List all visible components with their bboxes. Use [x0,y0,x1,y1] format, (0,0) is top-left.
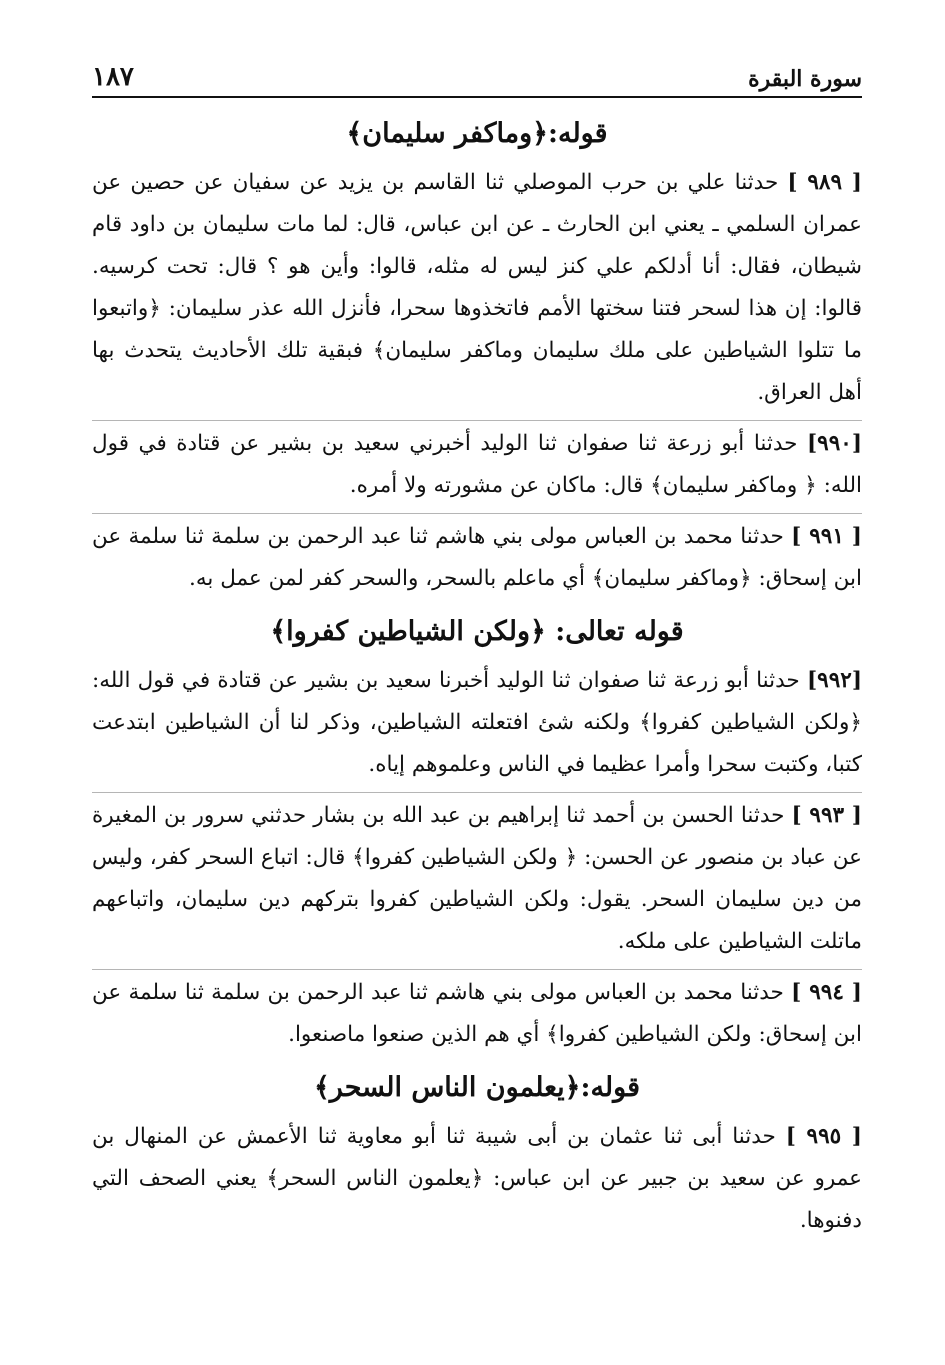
hadith-paragraph [92,514,862,606]
hadith-number: [ ٩٩٥ ] [785,1124,862,1149]
hadith-text: حدثنا أبو زرعة ثنا صفوان ثنا الوليد أخبرنا سعيد بن بشير عن قتادة في قول الله: ﴿ولكن الشياطين كفروا﴾ ولكنه شئ افتعلته الشياطين، وذكر لنا أن الشياطين ابتدعت كتبا، وكتبت سحرا وأمرا عظيما في الناس وعلموهم إياه. [92,668,862,777]
hadith-text: حدثنا محمد بن العباس مولى بني هاشم ثنا عبد الرحمن بن سلمة ثنا سلمة عن ابن إسحاق: ﴿وماكفر سليمان﴾ أي ماعلم بالسحر، والسحر كفر لمن عمل به. [92,524,862,591]
page-number: ١٨٧ [92,62,134,92]
hadith-text: حدثنا أبو زرعة ثنا صفوان ثنا الوليد أخبرني سعيد بن بشير عن قتادة في قول الله: ﴿ وماكفر سليمان﴾ قال: ماكان عن مشورته ولا أمره. [92,431,862,498]
section-heading: قوله تعالى: ﴿ولكن الشياطين كفروا﴾ [270,616,684,647]
hadith-paragraph [92,421,862,514]
hadith-paragraph [92,1114,862,1248]
running-header [92,52,862,98]
hadith-number: [ ٩٩١ ] [791,524,862,549]
page-content [92,108,862,1248]
hadith-text: حدثنا الحسن بن أحمد ثنا إبراهيم بن عبد الله بن بشار حدثني سرور بن المغيرة عن عباد بن منصور عن الحسن: ﴿ ولكن الشياطين كفروا﴾ قال: اتباع السحر كفر، وليس من دين سليمان السحر. يقول: ولكن الشياطين كفروا بتركهم دين سليمان، واتباعهم ماتلت الشياطين على ملكه. [92,803,862,954]
section-heading: قوله:﴿يعلمون الناس السحر﴾ [313,1072,641,1103]
hadith-text: حدثنا أبى ثنا عثمان بن أبى شيبة ثنا أبو معاوية ثنا الأعمش عن المنهال بن عمرو عن سعيد بن جبير عن ابن عباس: ﴿يعلمون الناس السحر﴾ يعني الصحف التي دفنوها. [92,1124,862,1233]
hadith-number: [٩٩٠] [806,431,862,456]
hadith-paragraph [92,970,862,1062]
surah-name: سورة البقرة [748,66,862,92]
hadith-number: [ ٩٩٣ ] [791,803,862,828]
hadith-number: [٩٩٢] [806,668,863,693]
hadith-number: [ ٩٨٩ ] [787,170,862,195]
hadith-text: حدثنا محمد بن العباس مولى بني هاشم ثنا عبد الرحمن بن سلمة ثنا سلمة عن ابن إسحاق: ولكن الشياطين كفروا﴾ أي هم الذين صنعوا ماصنعوا. [92,980,862,1047]
hadith-number: [ ٩٩٤ ] [791,980,862,1005]
hadith-text: حدثنا علي بن حرب الموصلي ثنا القاسم بن يزيد عن سفيان عن حصين عن عمران السلمي ـ يعني ابن الحارث ـ عن ابن عباس، قال: لما مات سليمان بن داود قام شيطان، فقال: أنا أدلكم علي كنز ليس له مثله، قالوا: وأين هو ؟ قال: تحت كرسيه. قالوا: إن هذا لسحر فتنا سختها الأمم فاتخذوها سحرا، فأنزل الله عذر سليمان: ﴿واتبعوا ما تتلوا الشياطين على ملك سليمان وماكفر سليمان﴾ فبقية تلك الأحاديث يتحدث بها أهل العراق. [92,170,862,405]
hadith-paragraph [92,658,862,793]
hadith-paragraph [92,160,862,421]
hadith-paragraph [92,793,862,970]
section-heading: قوله:﴿وماكفر سليمان﴾ [346,118,608,149]
